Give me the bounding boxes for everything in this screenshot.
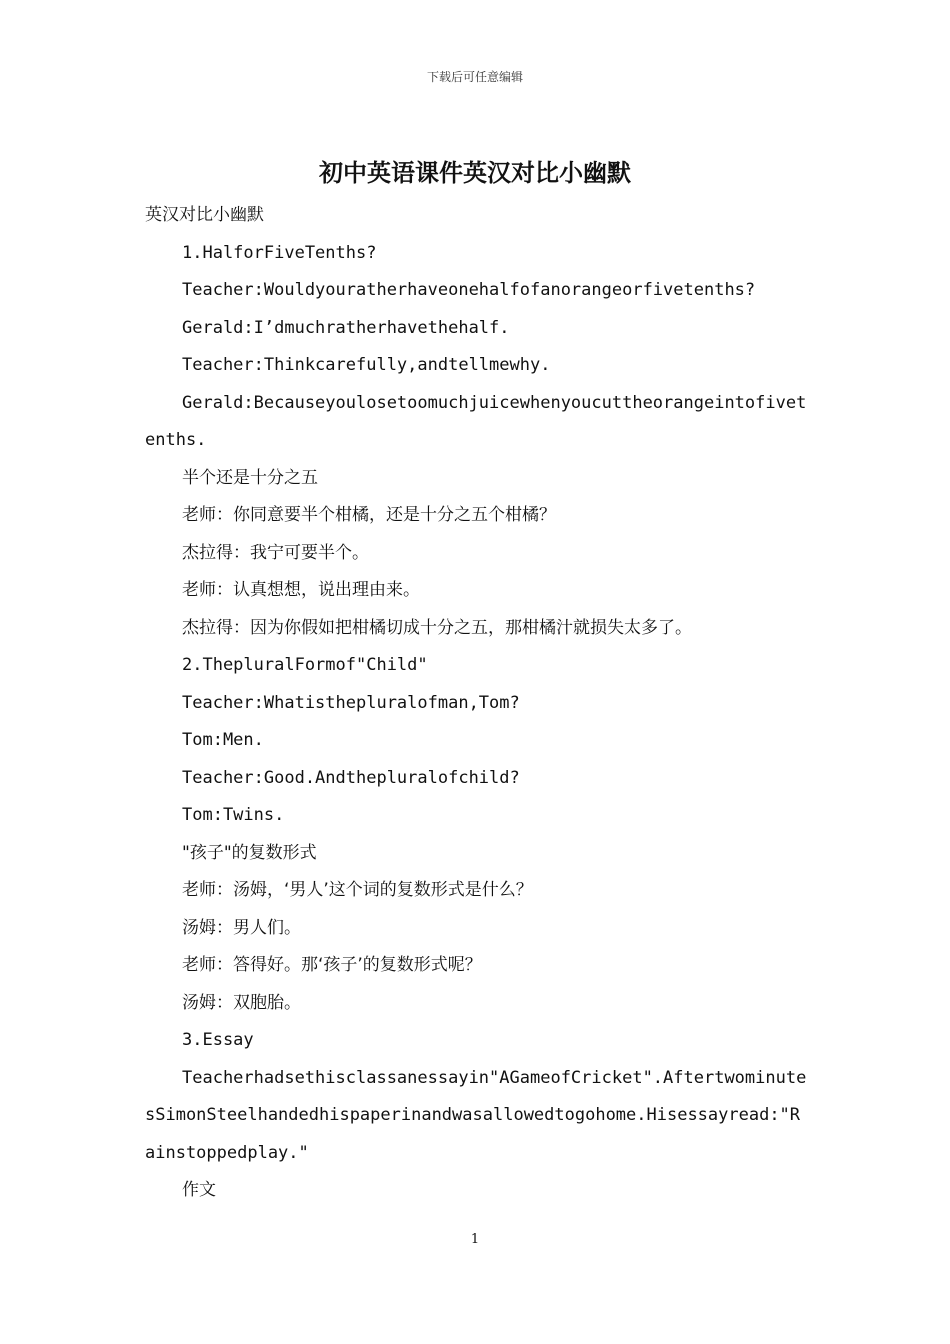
paragraph: 半个还是十分之五 [182,467,318,488]
paragraph: 作文 [182,1180,216,1200]
paragraph: 英汉对比小幽默 [145,205,264,225]
paragraph: "孩子"的复数形式 [182,842,317,863]
paragraph: 1.HalforFiveTenths? [182,242,377,263]
paragraph: Teacher:Thinkcarefully,andtellmewhy. [182,355,551,375]
paragraph: Gerald:Becauseyoulosetoomuchjuicewhenyoucuttheorangeintofivetenths. [145,392,807,450]
paragraph: 老师：汤姆，‘男人’这个词的复数形式是什么？ [182,880,533,900]
paragraph: Teacher:Good.Andthepluralofchild? [182,767,520,788]
paragraph: Teacher:Wouldyouratherhaveonehalfofanorangeorfivetenths? [182,280,756,300]
paragraph: Teacher:Whatisthepluralofman,Tom? [182,692,520,713]
paragraph: 杰拉得：因为你假如把柑橘切成十分之五，那柑橘汁就损失太多了。 [182,617,692,638]
paragraph: Teacherhadsethisclassanessayin"AGameofCricket".AftertwominutesSimonSteelhandedhispaperinandwasallowedtogohome.Hisessayread:"Rainstoppedplay." [145,1067,807,1163]
paragraph: 汤姆：双胞胎。 [182,992,301,1013]
paragraph: 3.Essay [182,1030,254,1050]
paragraph: 老师：你同意要半个柑橘，还是十分之五个柑橘？ [182,505,556,525]
paragraph: 杰拉得：我宁可要半个。 [182,542,369,563]
page-number: 1 [470,1232,480,1247]
paragraph: Tom:Men. [182,730,264,750]
paragraph: Gerald:I’dmuchratherhavethehalf. [182,317,510,338]
paragraph: Tom:Twins. [182,805,285,825]
header-note: 下载后可任意编辑 [426,70,523,84]
paragraph: 2.ThepluralFormof"Child" [182,655,428,675]
paragraph: 老师：答得好。那‘孩子’的复数形式呢？ [182,955,482,975]
paragraph: 汤姆：男人们。 [182,917,301,938]
document-title: 初中英语课件英汉对比小幽默 [319,159,631,187]
paragraph: 老师：认真想想，说出理由来。 [182,580,420,600]
document-body [145,197,807,1210]
